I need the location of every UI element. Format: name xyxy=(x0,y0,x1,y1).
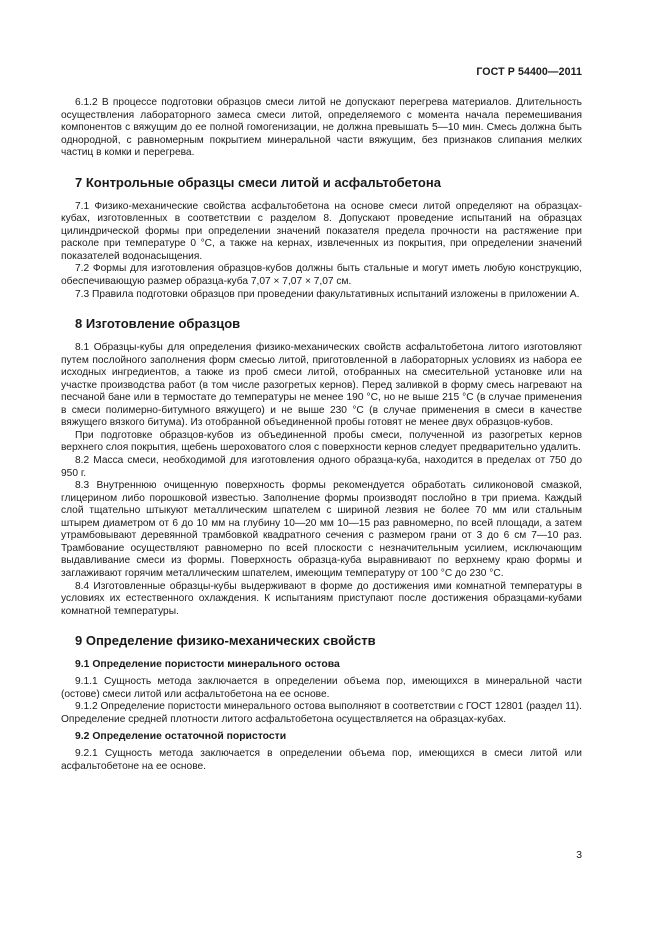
page-number: 3 xyxy=(576,850,582,861)
paragraph-8-1: 8.1 Образцы-кубы для определения физико-механических свойств асфальтобетона литого изготовляют путем послойного заполнения форм смесью литой, приготовленной в лабораторных условиях из набора ее исходных ингредиентов, а также из проб смеси литой, отобранных на смесительной установке или на участке производства работ (в том числе разогретых кернов). Перед заливкой в форму смесь нагревают на песчаной бане или в термостате до температуры не менее 190 °С, но не выше 215 °С (в случае применения в смеси полимерно-битумного вяжущего) и не выше 230 °С (в случае применения в смеси в качестве вяжущего вязкого битума). Из отобранной объединенной пробы готовят не менее двух образцов-кубов. xyxy=(61,342,582,429)
document-body xyxy=(61,66,582,773)
document-id-header: ГОСТ Р 54400—2011 xyxy=(476,66,582,78)
section-9-title: 9 Определение физико-механических свойств xyxy=(75,633,376,649)
paragraph-7-2: 7.2 Формы для изготовления образцов-кубов должны быть стальные и могут иметь любую конструкцию, обеспечивающую размер образца-куба 7,07 × 7,07 × 7,07 см. xyxy=(61,263,582,288)
paragraph-9-2-1: 9.2.1 Сущность метода заключается в определении объема пор, имеющихся в смеси литой или асфальтобетоне на ее основе. xyxy=(61,748,582,772)
paragraph-7-1: 7.1 Физико-механические свойства асфальтобетона на основе смеси литой определяют на образцах-кубах, изготовленных в соответствии с разделом 8. Допускают проведение испытаний на образцах цилиндрической формы при определении значений показателя предела прочности на растяжение при расколе при температуре 0 °С, а также на кернах, извлеченных из покрытия, при определении значений показателей водонасыщения. xyxy=(61,200,582,262)
subsection-9-1-title: 9.1 Определение пористости минерального остова xyxy=(75,659,340,671)
paragraph-9-1-2: 9.1.2 Определение пористости минерального остова выполняют в соответствии с ГОСТ 12801 (раздел 11). Определение средней плотности литого асфальтобетона осуществляется на образцах-кубах. xyxy=(61,701,582,725)
section-7-title: 7 Контрольные образцы смеси литой и асфальтобетона xyxy=(75,174,441,190)
paragraph-7-3: 7.3 Правила подготовки образцов при проведении факультативных испытаний изложены в приложении А. xyxy=(75,288,580,300)
section-8-title: 8 Изготовление образцов xyxy=(75,316,241,332)
paragraph-8-3: 8.3 Внутреннюю очищенную поверхность формы рекомендуется обработать силиконовой смазкой, глицерином либо порошковой известью. Заполнение формы производят послойно в три приема. Каждый слой тщательно штыкуют металлическим шпателем с шириной лезвия не более 70 мм или стальным штырем диаметром от 6 до 10 мм на глубину 10—20 мм 10—15 раз равномерно, по всей площади, а затем утрамбовывают деревянной трамбовкой квадратного сечения с размером грани от 3 до 6 см 7—10 раз. Трамбование осуществляют равномерно по всей плоскости с незначительным усилием, исключающим выдавливание смеси из формы. Поверхность образца-куба выравнивают по верхнему краю формы и заглаживают горячим металлическим шпателем, имеющим температуру от 100 °С до 230 °С. xyxy=(61,480,582,579)
paragraph-8-4: 8.4 Изготовленные образцы-кубы выдерживают в форме до достижения ими комнатной температуры в условиях их естественного охлаждения. К испытаниям приступают после достижения образцами-кубами комнатной температуры. xyxy=(61,580,582,617)
paragraph-8-1-continued: При подготовке образцов-кубов из объединенной пробы смеси, полученной из разогретых кернов верхнего слоя покрытия, щебень шероховатого слоя с поверхности кернов следует предварительно удалить. xyxy=(61,429,582,454)
paragraph-8-2: 8.2 Масса смеси, необходимой для изготовления одного образца-куба, находится в пределах от 750 до 950 г. xyxy=(61,455,582,479)
paragraph-9-1-1: 9.1.1 Сущность метода заключается в определении объема пор, имеющихся в минеральной части (остове) смеси литой или асфальтобетона на ее основе. xyxy=(61,676,582,700)
paragraph-6-1-2: 6.1.2 В процессе подготовки образцов смеси литой не допускают перегрева материалов. Длительность осуществления лабораторного замеса смеси литой, определяемого с момента начала перемешивания компонентов с вяжущим до ее полной гомогенизации, не должна превышать 5—10 мин. Смесь должна быть однородной, с равномерным покрытием минеральной части вяжущим, без признаков слипания мелких частиц в комки и перегрева. xyxy=(61,97,582,159)
subsection-9-2-title: 9.2 Определение остаточной пористости xyxy=(75,731,287,743)
